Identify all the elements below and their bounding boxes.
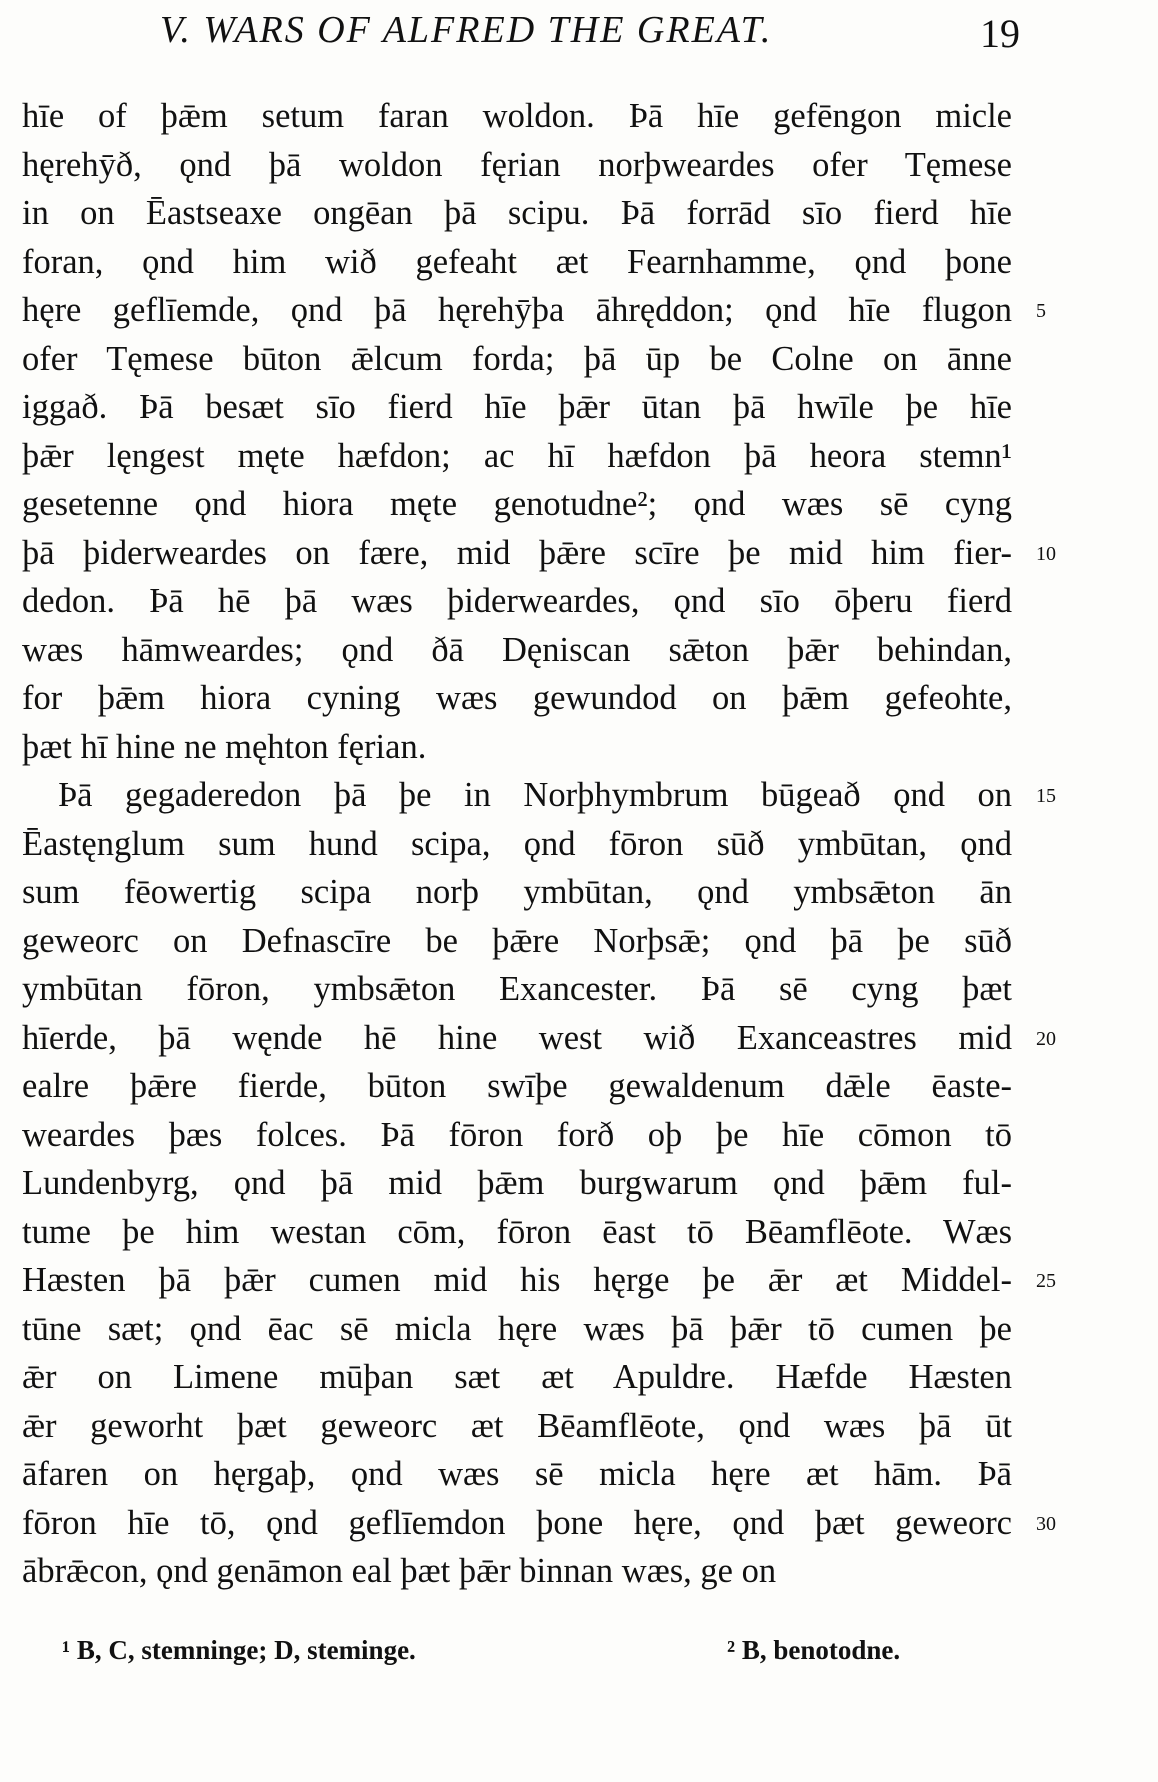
text-line: wæs hāmweardes; ǫnd ðā Dęniscan sǣton þǣr behindan, <box>22 630 1012 669</box>
text-line: dedon. Þā hē þā wæs þiderweardes, ǫnd sīo ōþeru fierd <box>22 582 1012 620</box>
line-number: 10 <box>1036 542 1056 565</box>
text-line: tume þe him westan cōm, fōron ēast tō Bēamflēote. Wæs <box>22 1212 1012 1251</box>
body-text <box>22 92 1012 1596</box>
text-line: geweorc on Defnascīre be þǣre Norþsǣ; ǫnd þā þe sūð <box>22 921 1012 960</box>
text-line: Hæsten þā þǣr cumen mid his hęrge þe ǣr æt Middel- <box>22 1261 1012 1299</box>
text-line: sum fēowertig scipa norþ ymbūtan, ǫnd ymbsǣton ān <box>22 873 1012 911</box>
text-line: iggað. Þā besæt sīo fierd hīe þǣr ūtan þā hwīle þe hīe <box>22 388 1012 426</box>
text-line: ofer Tęmese būton ǣlcum forda; þā ūp be Colne on ānne <box>22 339 1012 378</box>
text-line: þæt hī hine ne męhton fęrian. <box>22 727 427 766</box>
text-line: hīerde, þā węnde hē hine west wið Exanceastres mid <box>22 1018 1012 1057</box>
text-line: foran, ǫnd him wið gefeaht æt Fearnhamme, ǫnd þone <box>22 242 1012 281</box>
text-line: for þǣm hiora cyning wæs gewundod on þǣm gefeohte, <box>22 679 1012 717</box>
line-number: 25 <box>1036 1270 1056 1292</box>
line-number: 20 <box>1036 1027 1056 1050</box>
text-line: fōron hīe tō, ǫnd geflīemdon þone hęre, ǫnd þæt geweorc <box>22 1503 1012 1542</box>
text-line: ymbūtan fōron, ymbsǣton Exancester. Þā sē cyng þæt <box>22 970 1012 1008</box>
text-line: ǣr on Limene mūþan sæt æt Apuldre. Hæfde Hæsten <box>22 1358 1012 1396</box>
text-line: Þā gegaderedon þā þe in Norþhymbrum būgeað ǫnd on <box>58 776 1012 814</box>
line-number: 30 <box>1036 1512 1056 1535</box>
text-line: Ēastęnglum sum hund scipa, ǫnd fōron sūð ymbūtan, ǫnd <box>22 824 1012 863</box>
text-line: þā þiderweardes on fære, mid þǣre scīre þe mid him fier- <box>22 533 1012 572</box>
footnotes <box>62 1635 982 1675</box>
footnote-1: ¹ B, C, stemninge; D, steminge. <box>62 1635 416 1665</box>
text-line: Lundenbyrg, ǫnd þā mid þǣm burgwarum ǫnd þǣm ful- <box>22 1164 1012 1202</box>
text-line: gesetenne ǫnd hiora męte genotudne²; ǫnd wæs sē cyng <box>22 485 1012 523</box>
page-number: 19 <box>980 11 1020 56</box>
text-line: in on Ēastseaxe ongēan þā scipu. Þā forrād sīo fierd hīe <box>22 194 1012 232</box>
line-number: 15 <box>1036 785 1056 807</box>
running-title: V. WARS OF ALFRED THE GREAT. <box>160 9 773 51</box>
text-line: ealre þǣre fierde, būton swīþe gewaldenum dǣle ēaste- <box>22 1067 1012 1105</box>
text-line: weardes þæs folces. Þā fōron forð oþ þe hīe cōmon tō <box>22 1115 1012 1154</box>
text-line: āfaren on hęrgaþ, ǫnd wæs sē micla hęre æt hām. Þā <box>22 1455 1012 1493</box>
line-number: 5 <box>1036 300 1046 322</box>
text-line: ābrǣcon, ǫnd genāmon eal þæt þǣr binnan wæs, ge on <box>22 1552 777 1590</box>
text-line: hęrehȳð, ǫnd þā woldon fęrian norþweardes ofer Tęmese <box>22 145 1012 184</box>
footnote-2: ² B, benotodne. <box>727 1635 901 1665</box>
page-header <box>160 8 1040 68</box>
text-line: þǣr lęngest męte hæfdon; ac hī hæfdon þā heora stemn¹ <box>22 436 1012 475</box>
text-line: hīe of þǣm setum faran woldon. Þā hīe gefēngon micle <box>22 97 1012 135</box>
text-line: hęre geflīemde, ǫnd þā hęrehȳþa āhręddon; ǫnd hīe flugon <box>22 291 1012 329</box>
text-line: tūne sæt; ǫnd ēac sē micla hęre wæs þā þǣr tō cumen þe <box>22 1309 1012 1348</box>
text-line: ǣr geworht þæt geweorc æt Bēamflēote, ǫnd wæs þā ūt <box>22 1406 1012 1445</box>
